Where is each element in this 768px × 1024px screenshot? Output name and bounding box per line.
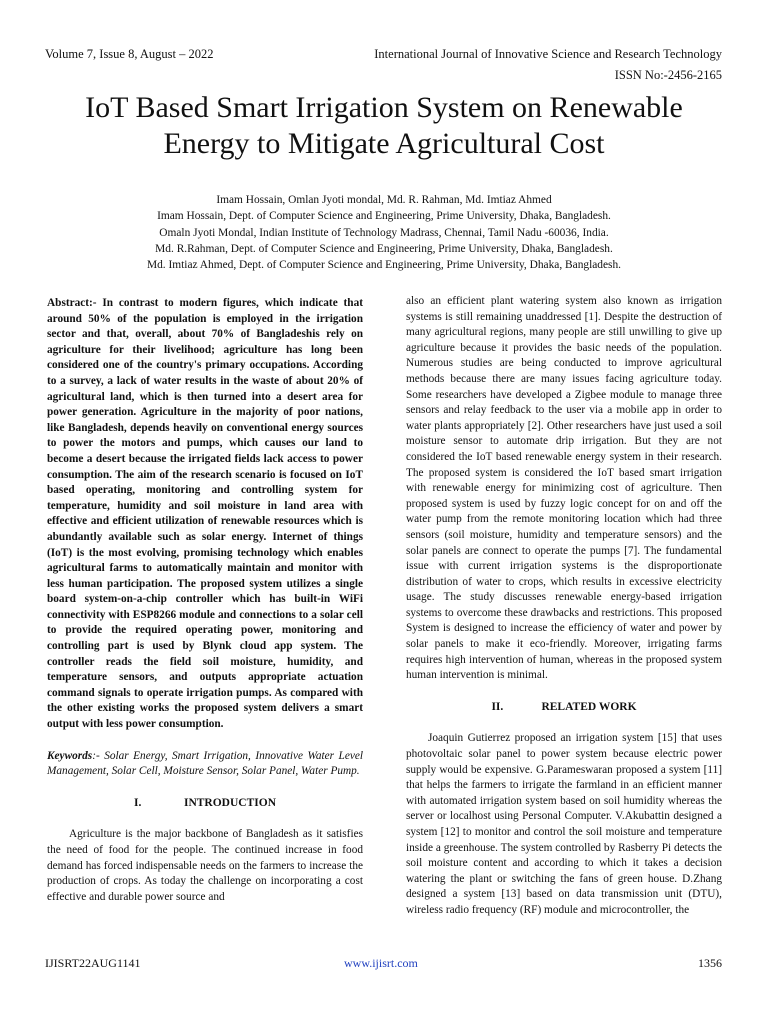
body-paragraph: Agriculture is the major backbone of Bangladesh as it satisfies the need of food for the people. The continued increase in food demand has forced indispensable needs on the farmers to increase the production of crops. As today the challenge on incorporating a cost effective and durable power source and [47, 828, 363, 903]
footer-page-number: 1356 [698, 956, 722, 970]
section-title: INTRODUCTION [183, 796, 276, 809]
author-block [40, 192, 728, 273]
abstract-paragraph: Abstract:- In contrast to modern figures, which indicate that around 50% of the population is employed in the irrigation sector and that, overall, about 70% of Bangladeshis rely on agriculture for their livelihood; agriculture has long been considered one of the country's primary occupations. According to a survey, a lack of water results in the waste of about 20% of agricultural land, which is then turned into a desert area for power generation. Agriculture in the majority of poor nations, like Bangladesh, depends heavily on conventional energy sources to power the motors and pumps, which causes our land to become a desert because the irrigated fields lack access to power consumption. The aim of the research scenario is focused on IoT based operating, monitoring and controlling system for temperature, humidity and soil moisture in land area with effective and efficient utilization of renewable resources which is abundantly available such as solar energy. Internet of things (IoT) is the most evolving, promising technology which enables agricultural farms to automatically maintain and monitor with less human participation. The proposed system utilizes a single board system-on-a-chip controller which has built-in WiFi connectivity with ESP8266 module and connections to a solar cell to provide the required operating power, monitoring and controlling part is used by Blynk cloud app system. The controller reads the field soil moisture, humidity, and temperature sensors, and outputs appropriate actuation command signals to operate irrigation pumps. As compared with the other existing works the proposed system delivers a smart output with less power consumption. [47, 297, 363, 731]
keywords-text: :- Solar Energy, Smart Irrigation, Innovative Water Level Management, Solar Cell, Moisture Sensor, Solar Panel, Water Pump. [47, 749, 363, 778]
footer-website-link[interactable]: www.ijisrt.com [344, 956, 418, 970]
keywords-label: Keywords [47, 749, 93, 762]
author-names: Imam Hossain, Omlan Jyoti mondal, Md. R. Rahman, Md. Imtiaz Ahmed [216, 194, 552, 206]
section-heading-related-work [406, 700, 722, 716]
section-number: II. [491, 700, 504, 713]
running-header-journal: International Journal of Innovative Science and Research Technology [374, 47, 722, 61]
section-heading-introduction [47, 796, 363, 812]
footer-paper-code: IJISRT22AUG1141 [45, 956, 141, 970]
paper-title-line-1: IoT Based Smart Irrigation System on Renewable [85, 91, 683, 124]
paper-title [40, 90, 728, 162]
author-affiliation: Md. Imtiaz Ahmed, Dept. of Computer Science and Engineering, Prime University, Dhaka, Bangladesh. [146, 259, 622, 272]
body-paragraph: Joaquin Gutierrez proposed an irrigation system [15] that uses photovoltaic solar panel to power system because electric power supply would be expensive. G.Parameswaran proposed a system [11] that helps the farmers to irrigate the farmland in an efficient manner with automated irrigation system based on soil humidity whereas the server or localhost using Personal Computer. V.Akubattin designed a system [12] to monitor and control the soil moisture and temperature inside a greenhouse. The system controlled by Rasberry Pi detects the soil moisture content and according to which it takes a decision watering the plant or switching the fans of green house. D.Zhang designed a system [13] based on data transmission unit (DTU), wireless radio frequency (RF) module and microcontroller, the [406, 732, 722, 916]
keywords-paragraph [47, 749, 363, 780]
issn-number: ISSN No:-2456-2165 [614, 68, 722, 82]
author-affiliation: Imam Hossain, Dept. of Computer Science and Engineering, Prime University, Dhaka, Bangladesh. [157, 210, 611, 223]
paper-title-line-2: Energy to Mitigate Agricultural Cost [163, 127, 605, 160]
author-affiliation: Omaln Jyoti Mondal, Indian Institute of Technology Madrass, Chennai, Tamil Nadu -60036, India. [159, 226, 609, 239]
right-column [406, 294, 722, 919]
section-number: I. [133, 796, 142, 809]
body-paragraph: also an efficient plant watering system also known as irrigation systems is still remaining unaddressed [1]. Despite the destruction of many agricultural regions, many people are still unwilling to give up agriculture because it provides the basic needs of the population. Numerous studies are being conducted to improve agricultural methods because there are many issues facing agriculture today. Some researchers have developed a Zigbee module to manage three sensors and relay feedback to the user via a mobile app in order to water plants appropriately [2]. Other researchers have just used a soil moisture sensor to automate drip irrigation. But they are not considered the IoT based renewable energy system in their research. The proposed system is considered the IoT based smart irrigation with renewable energy for minimizing cost of agriculture. Then proposed system is used by fuzzy logic concept for on and off the water pump from the remote monitoring location which had three sensors (soil moisture, humidity and temperature sensors) and the solar panels are connect to operate the pumps [7]. The fundamental issue with current irrigation systems is the disproportionate distribution of water to crops, which results in excessive electricity usage. The study discusses renewable energy-based irrigation systems to overcome these drawbacks and restrictions. This proposed System is designed to increase the efficiency of water and power by solar panels to make it eco-friendly. Moreover, irrigating farms requires high intervention of human, whereas in the proposed system human intervention is minimal. [406, 295, 722, 682]
left-column [47, 296, 363, 905]
running-header-volume: Volume 7, Issue 8, August – 2022 [45, 47, 214, 61]
author-affiliation: Md. R.Rahman, Dept. of Computer Science and Engineering, Prime University, Dhaka, Bangladesh. [155, 242, 613, 255]
section-title: RELATED WORK [541, 700, 637, 713]
